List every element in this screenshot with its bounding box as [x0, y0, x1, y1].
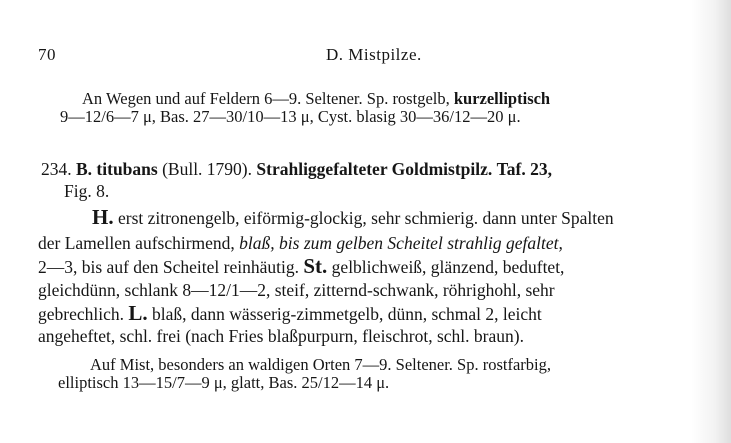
plate-reference: Taf. 23,: [496, 159, 552, 179]
stem-label: St.: [303, 254, 328, 278]
description-text: 2—3, bis auf den Scheitel reinhäutig.: [38, 257, 299, 277]
habitat-line-1: Auf Mist, besonders an waldigen Orten 7—9. Seltener. Sp. rostfarbig,: [90, 355, 552, 374]
entry-number: 234.: [41, 159, 72, 179]
hat-description: erst zitronengelb, eiförmig-glockig, sehr schmierig. dann unter Spalten: [117, 208, 614, 228]
habitat-line-2: elliptisch 13—15/7—9 μ, glatt, Bas. 25/12—14 μ.: [58, 373, 390, 392]
common-name: Strahliggefalteter Goldmistpilz.: [256, 159, 493, 179]
prev-entry-line-2: 9—12/6—7 μ, Bas. 27—30/10—13 μ, Cyst. blasig 30—36/12—20 μ.: [60, 107, 521, 126]
description-line-6: angeheftet, schl. frei (nach Fries blaßpurpurn, fleischrot, schl. braun).: [38, 326, 524, 346]
running-title: D. Mistpilze.: [326, 45, 422, 64]
description-line-5: [38, 303, 542, 324]
prev-entry-text: An Wegen und auf Feldern 6—9. Seltener. Sp. rostgelb,: [82, 89, 450, 108]
description-line-4: gleichdünn, schlank 8—12/1—2, steif, zitternd-schwank, röhrighohl, sehr: [38, 280, 555, 300]
description-line-2: [38, 233, 563, 253]
description-text: gebrechlich.: [38, 304, 124, 324]
prev-entry-line-1: [82, 89, 550, 109]
description-line-1: [92, 207, 614, 228]
page-number: 70: [38, 45, 56, 64]
prev-entry-spore-shape: kurzelliptisch: [453, 89, 551, 108]
entry-heading: [41, 159, 552, 179]
description-text: der Lamellen aufschirmend,: [38, 233, 235, 253]
species-name: B. titubans: [76, 159, 158, 179]
hat-label: H.: [92, 205, 114, 229]
page-edge-shadow: [691, 0, 731, 443]
description-line-3: [38, 256, 564, 277]
species-author: (Bull. 1790).: [162, 159, 253, 179]
description-italic: blaß, bis zum gelben Scheitel strahlig gefaltet,: [239, 233, 563, 253]
figure-reference: Fig. 8.: [64, 181, 110, 201]
stem-description: gelblichweiß, glänzend, beduftet,: [331, 257, 565, 277]
lamellae-label: L.: [128, 301, 148, 325]
lamellae-description: blaß, dann wässerig-zimmetgelb, dünn, schmal 2, leicht: [152, 304, 542, 324]
